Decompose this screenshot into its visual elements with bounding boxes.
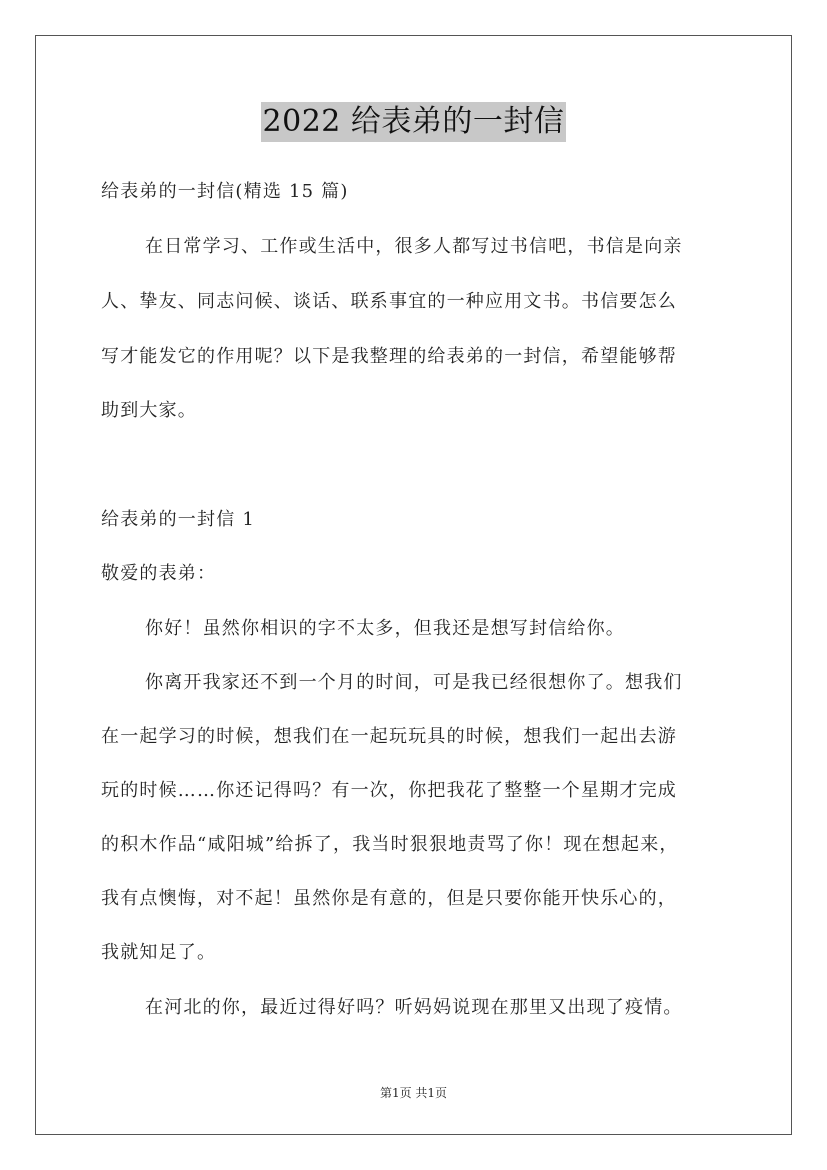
title-wrap [0,102,827,142]
body-line: 的积木作品“咸阳城”给拆了，我当时狠狠地责骂了你！现在想起来， [101,834,679,855]
page-footer: 第1页 共1页 [379,1086,448,1100]
salutation: 敬爱的表弟： [101,563,217,584]
intro-line: 写才能发它的作用呢？以下是我整理的给表弟的一封信，希望能够帮 [101,346,677,367]
body-line: 你好！虽然你相识的字不太多，但我还是想写封信给你。 [145,618,625,639]
body-line: 我就知足了。 [101,942,217,963]
intro-line: 在日常学习、工作或生活中，很多人都写过书信吧，书信是向亲 [145,236,683,257]
body-line: 我有点懊悔，对不起！虽然你是有意的，但是只要你能开快乐心的， [101,888,677,909]
body-line: 你离开我家还不到一个月的时间，可是我已经很想你了。想我们 [145,672,683,693]
letter-heading: 给表弟的一封信 1 [101,509,255,530]
document-title: 2022 给表弟的一封信 [261,102,567,142]
subtitle: 给表弟的一封信(精选 15 篇) [101,181,349,202]
intro-line: 助到大家。 [101,400,197,421]
body-line: 玩的时候……你还记得吗？有一次，你把我花了整整一个星期才完成 [101,780,677,801]
body-line: 在河北的你，最近过得好吗？听妈妈说现在那里又出现了疫情。 [145,997,683,1018]
intro-line: 人、挚友、同志问候、谈话、联系事宜的一种应用文书。书信要怎么 [101,291,677,312]
body-line: 在一起学习的时候，想我们在一起玩玩具的时候，想我们一起出去游 [101,726,677,747]
